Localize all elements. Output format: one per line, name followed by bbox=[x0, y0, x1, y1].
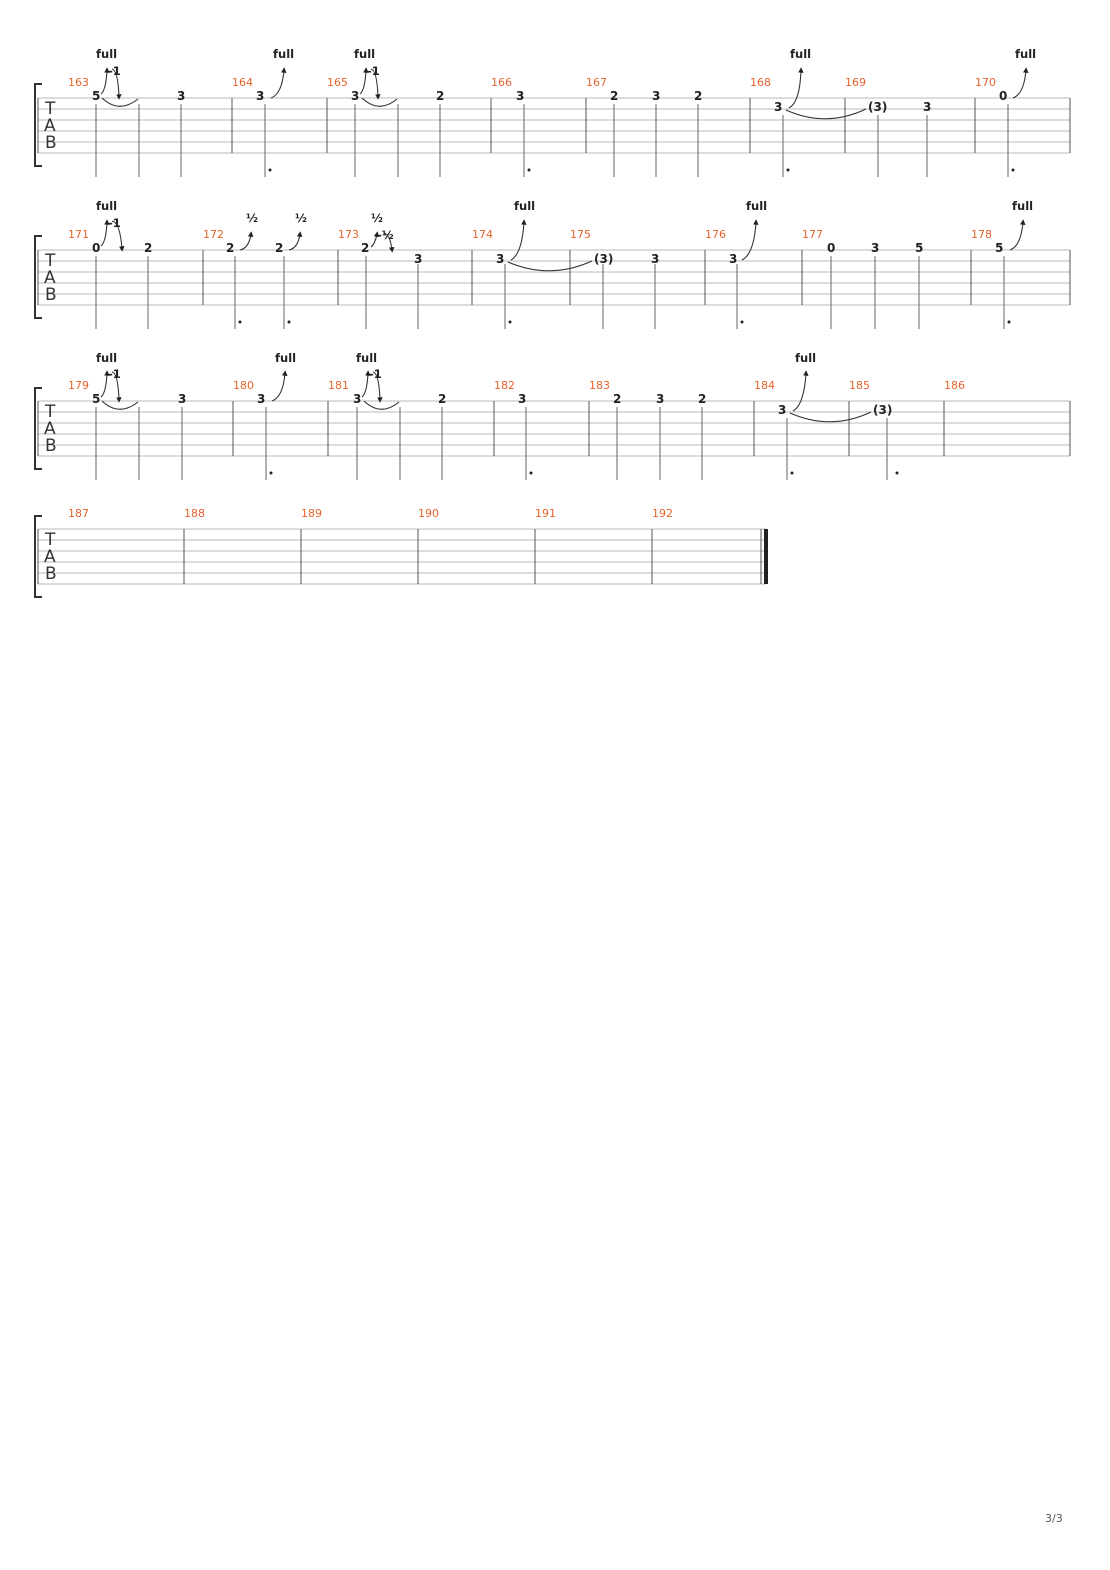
fret-number: 0 bbox=[999, 89, 1008, 103]
tab-staff-lines bbox=[38, 250, 1070, 305]
fret-number: 2 bbox=[438, 392, 447, 406]
fret-number: (3) bbox=[873, 403, 893, 417]
fret-number: 3 bbox=[729, 252, 738, 266]
note-stems bbox=[96, 407, 887, 480]
augmentation-dots bbox=[270, 472, 899, 475]
barlines bbox=[233, 401, 1070, 456]
bend-label: full bbox=[356, 351, 378, 365]
release-label: -1 bbox=[108, 216, 121, 230]
measure-number: 163 bbox=[68, 76, 89, 89]
tab-clef-t: T bbox=[45, 530, 56, 550]
measure-number: 178 bbox=[971, 228, 992, 241]
tab-system-1 bbox=[35, 47, 1070, 177]
bend-arrow bbox=[362, 373, 368, 397]
final-barline bbox=[764, 529, 768, 584]
tie-curve bbox=[364, 401, 399, 409]
measure-number: 167 bbox=[586, 76, 607, 89]
measure-number: 168 bbox=[750, 76, 771, 89]
tab-system-3 bbox=[35, 351, 1070, 480]
tie-curve bbox=[508, 261, 592, 271]
measure-number: 165 bbox=[327, 76, 348, 89]
tab-staff-lines bbox=[38, 401, 1070, 456]
fret-number: 3 bbox=[774, 100, 783, 114]
measure-number: 184 bbox=[754, 379, 775, 392]
note-stems bbox=[96, 104, 1008, 177]
fret-number: 3 bbox=[257, 392, 266, 406]
fret-number: (3) bbox=[868, 100, 888, 114]
tab-system-4 bbox=[35, 507, 768, 597]
bend-label: ½ bbox=[295, 211, 307, 225]
bend-label: full bbox=[1012, 199, 1034, 213]
tie-curve bbox=[102, 401, 138, 409]
measure-number: 174 bbox=[472, 228, 493, 241]
fret-number: 2 bbox=[698, 392, 707, 406]
tab-clef-t: T bbox=[45, 251, 56, 271]
measure-number: 175 bbox=[570, 228, 591, 241]
tab-clef-a: A bbox=[44, 116, 56, 136]
release-label: -1 bbox=[108, 367, 121, 381]
bend-label: full bbox=[514, 199, 536, 213]
bend-label: full bbox=[1015, 47, 1037, 61]
fret-number: 5 bbox=[92, 89, 101, 103]
fret-number: 3 bbox=[178, 392, 187, 406]
measure-number: 185 bbox=[849, 379, 870, 392]
bend-arrow bbox=[289, 234, 300, 250]
fret-number: 3 bbox=[516, 89, 525, 103]
bend-arrow bbox=[1013, 70, 1026, 98]
release-label: -½ bbox=[377, 228, 394, 242]
measure-number: 180 bbox=[233, 379, 254, 392]
fret-number: 2 bbox=[436, 89, 445, 103]
bend-arrow bbox=[101, 70, 107, 94]
measure-number: 169 bbox=[845, 76, 866, 89]
measure-number: 172 bbox=[203, 228, 224, 241]
bend-arrow bbox=[789, 70, 801, 108]
measure-number: 177 bbox=[802, 228, 823, 241]
tab-clef-b: B bbox=[45, 564, 57, 584]
bend-arrow bbox=[240, 234, 251, 250]
bend-label: ½ bbox=[371, 211, 383, 225]
measure-number: 188 bbox=[184, 507, 205, 520]
tab-clef-a: A bbox=[44, 547, 56, 567]
release-label: -1 bbox=[367, 64, 380, 78]
bend-label: full bbox=[746, 199, 768, 213]
fret-number: 2 bbox=[613, 392, 622, 406]
measure-number: 192 bbox=[652, 507, 673, 520]
bend-arrow bbox=[272, 373, 285, 401]
fret-number: 0 bbox=[827, 241, 836, 255]
measure-number: 183 bbox=[589, 379, 610, 392]
tie-curve bbox=[362, 98, 397, 106]
bend-label: full bbox=[96, 351, 118, 365]
bend-arrow bbox=[742, 222, 756, 260]
tab-clef-t: T bbox=[45, 99, 56, 119]
bend-arrow bbox=[793, 373, 806, 411]
measure-number: 166 bbox=[491, 76, 512, 89]
fret-number: 3 bbox=[496, 252, 505, 266]
measure-number: 164 bbox=[232, 76, 253, 89]
fret-number: 5 bbox=[915, 241, 924, 255]
bend-label: full bbox=[96, 199, 118, 213]
bend-arrow bbox=[271, 70, 284, 98]
measure-number: 187 bbox=[68, 507, 89, 520]
measure-number: 186 bbox=[944, 379, 965, 392]
tie-curve bbox=[790, 412, 871, 422]
measure-number: 181 bbox=[328, 379, 349, 392]
tab-clef-a: A bbox=[44, 419, 56, 439]
tie-curve bbox=[786, 109, 866, 119]
bend-arrow bbox=[511, 222, 524, 260]
augmentation-dots bbox=[239, 321, 1011, 324]
measure-number: 182 bbox=[494, 379, 515, 392]
tab-clef-t: T bbox=[45, 402, 56, 422]
bend-label: ½ bbox=[246, 211, 258, 225]
fret-number: 2 bbox=[694, 89, 703, 103]
bend-arrow bbox=[1010, 222, 1023, 250]
fret-number: 5 bbox=[995, 241, 1004, 255]
measure-number: 173 bbox=[338, 228, 359, 241]
fret-number: 3 bbox=[177, 89, 186, 103]
note-stems bbox=[96, 256, 1004, 329]
fret-number: 2 bbox=[226, 241, 235, 255]
tie-curve bbox=[102, 98, 138, 106]
barlines bbox=[184, 529, 761, 584]
augmentation-dots bbox=[269, 169, 1015, 172]
fret-number: (3) bbox=[594, 252, 614, 266]
fret-number: 2 bbox=[361, 241, 370, 255]
bend-arrow bbox=[360, 70, 366, 94]
bend-arrow bbox=[101, 373, 107, 397]
fret-number: 2 bbox=[275, 241, 284, 255]
measure-number: 189 bbox=[301, 507, 322, 520]
fret-number: 2 bbox=[610, 89, 619, 103]
fret-number: 3 bbox=[778, 403, 787, 417]
bend-label: full bbox=[795, 351, 817, 365]
release-label: -1 bbox=[369, 367, 382, 381]
release-label: -1 bbox=[108, 64, 121, 78]
measure-number: 179 bbox=[68, 379, 89, 392]
fret-number: 3 bbox=[518, 392, 527, 406]
measure-number: 190 bbox=[418, 507, 439, 520]
fret-number: 3 bbox=[351, 89, 360, 103]
bend-label: full bbox=[273, 47, 295, 61]
bend-label: full bbox=[96, 47, 118, 61]
fret-number: 3 bbox=[353, 392, 362, 406]
fret-number: 3 bbox=[256, 89, 265, 103]
measure-number: 191 bbox=[535, 507, 556, 520]
fret-number: 3 bbox=[871, 241, 880, 255]
measure-number: 176 bbox=[705, 228, 726, 241]
bend-label: full bbox=[275, 351, 297, 365]
fret-number: 0 bbox=[92, 241, 101, 255]
tab-staff-lines bbox=[38, 98, 1070, 153]
fret-number: 3 bbox=[651, 252, 660, 266]
tab-clef-b: B bbox=[45, 436, 57, 456]
fret-number: 3 bbox=[656, 392, 665, 406]
tab-clef-b: B bbox=[45, 285, 57, 305]
fret-number: 2 bbox=[144, 241, 153, 255]
fret-number: 5 bbox=[92, 392, 101, 406]
barlines bbox=[232, 98, 1070, 153]
fret-number: 3 bbox=[923, 100, 932, 114]
bend-label: full bbox=[354, 47, 376, 61]
tab-system-2 bbox=[35, 199, 1070, 329]
bend-label: full bbox=[790, 47, 812, 61]
barlines bbox=[203, 250, 1070, 305]
tab-clef-a: A bbox=[44, 268, 56, 288]
measure-number: 171 bbox=[68, 228, 89, 241]
bend-arrow bbox=[101, 222, 107, 246]
tab-clef-b: B bbox=[45, 133, 57, 153]
fret-number: 3 bbox=[652, 89, 661, 103]
fret-number: 3 bbox=[414, 252, 423, 266]
page-number: 3/3 bbox=[1045, 1512, 1063, 1525]
measure-number: 170 bbox=[975, 76, 996, 89]
tab-staff-lines bbox=[38, 529, 766, 584]
